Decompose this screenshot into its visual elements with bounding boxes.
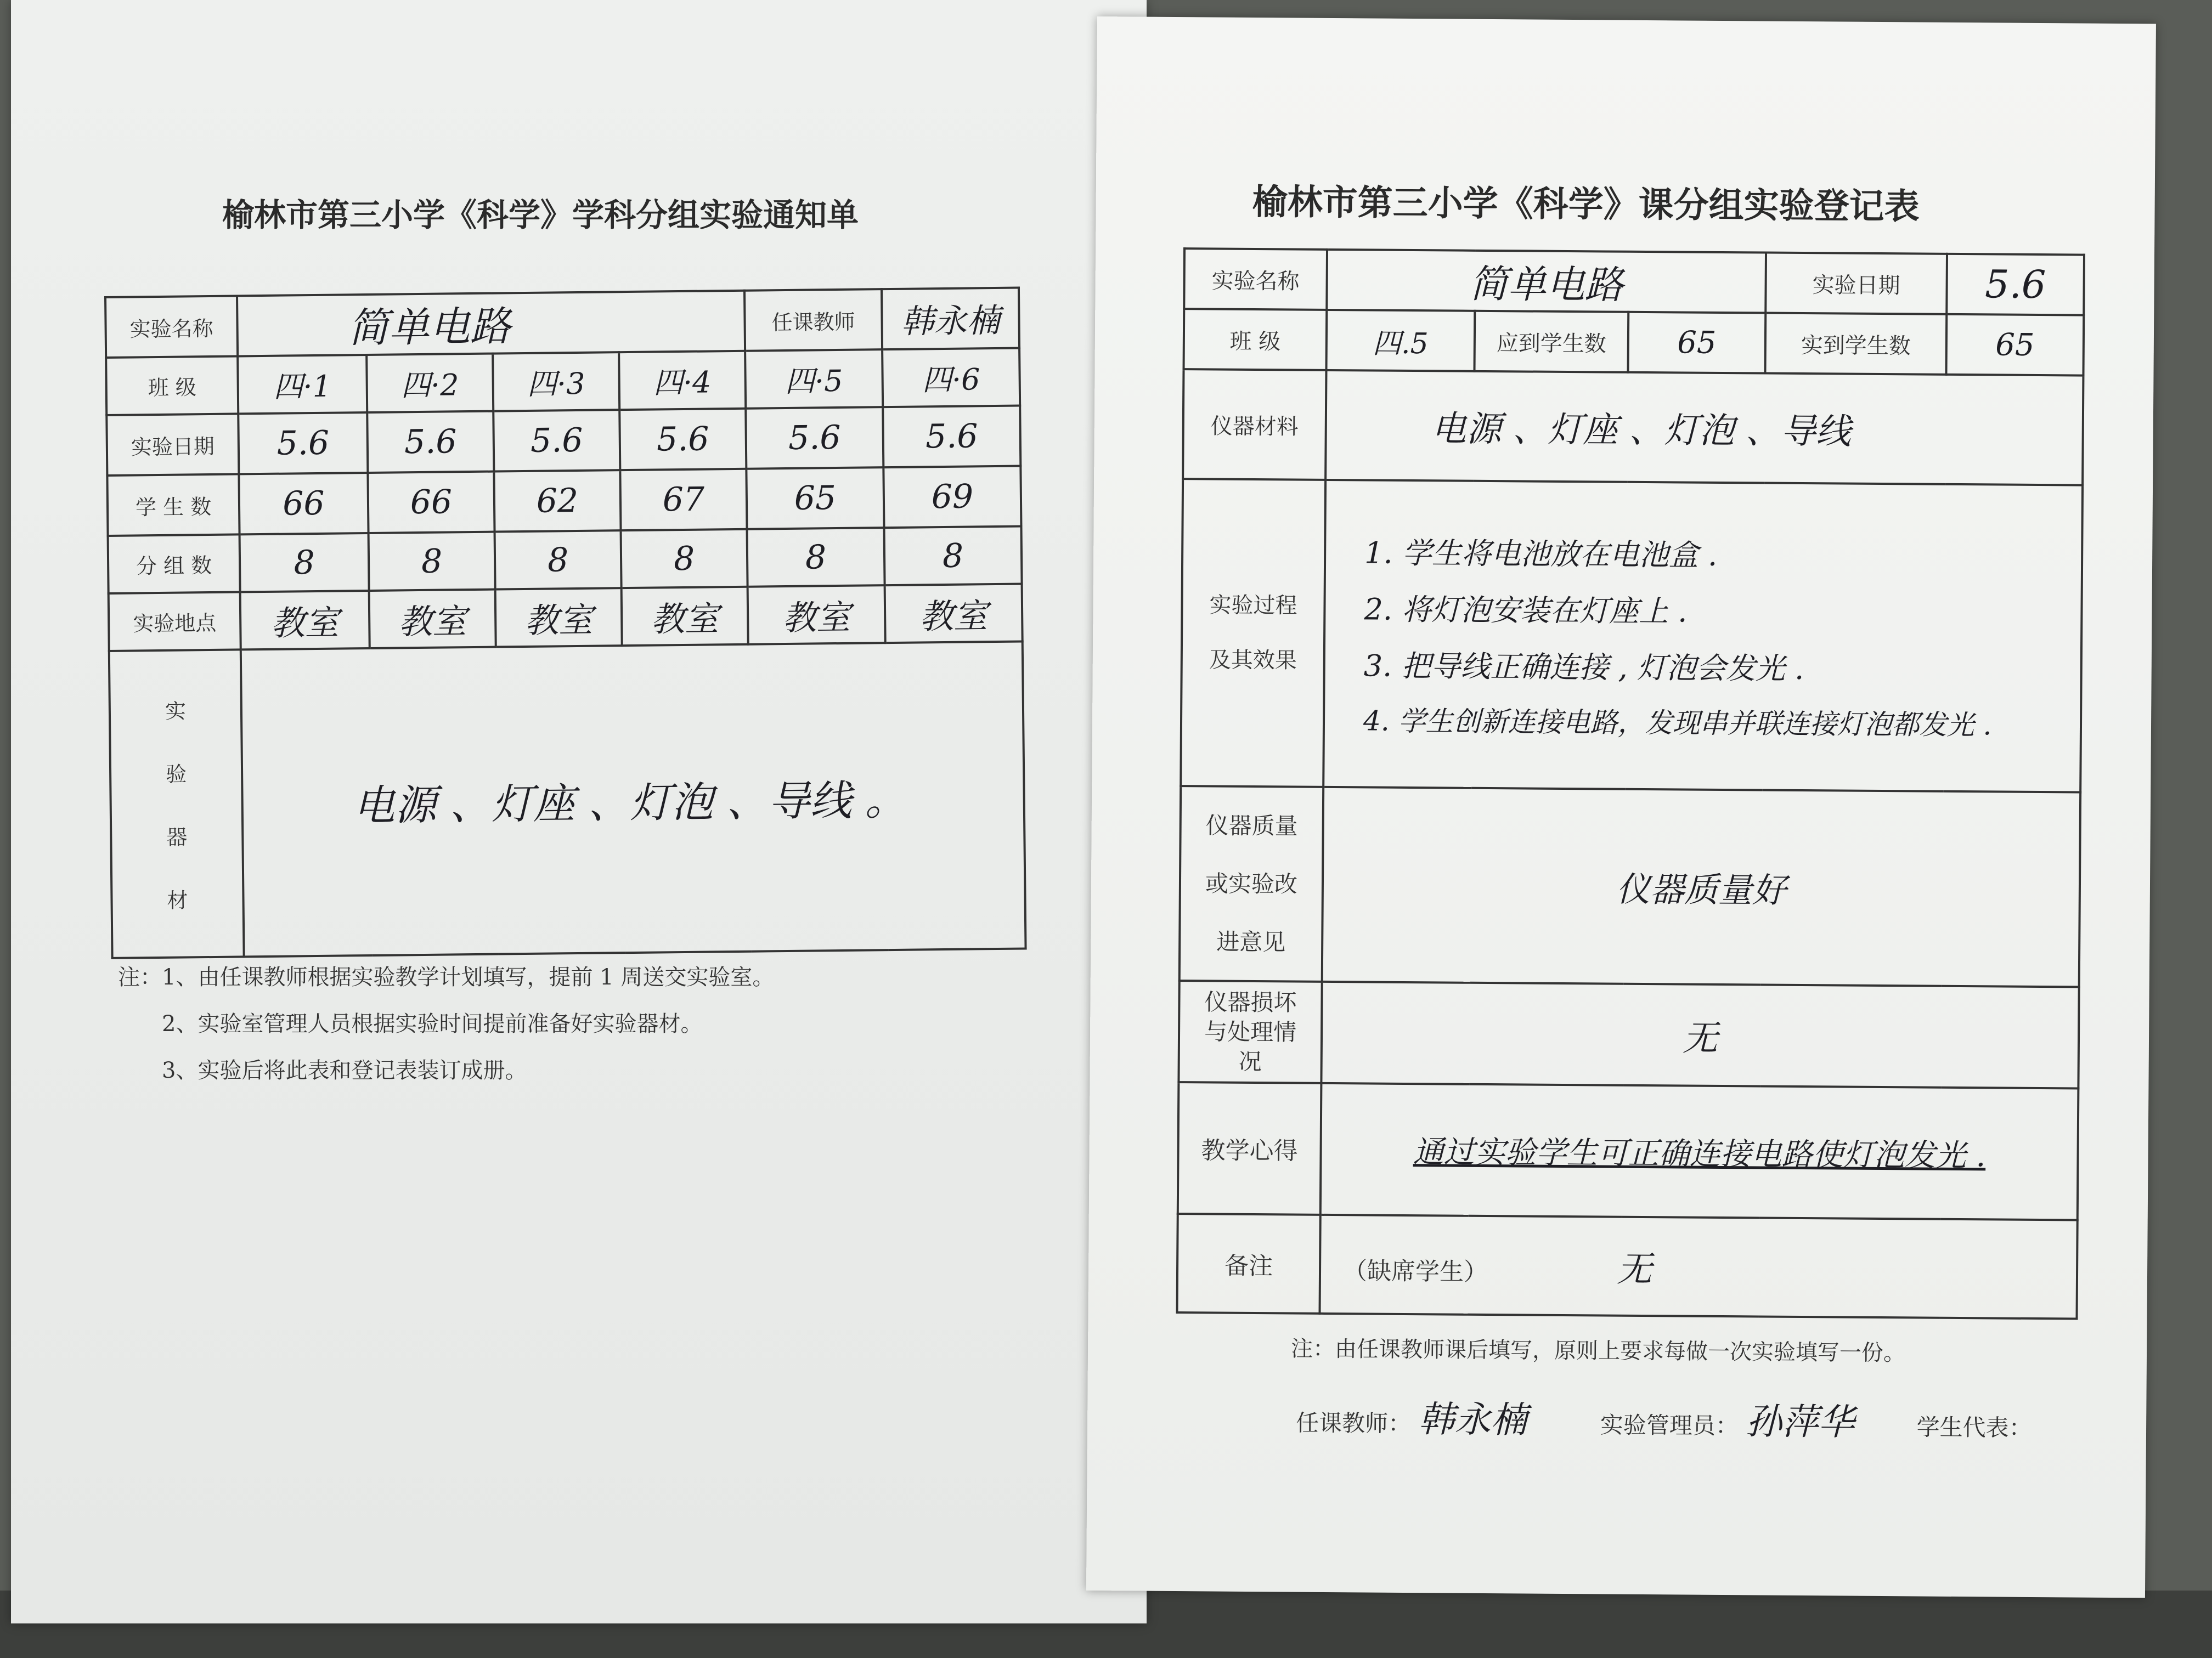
label-date: 实验日期	[106, 414, 239, 476]
process-step: 3. 把导线正确连接 , 灯泡会发光 .	[1363, 648, 1804, 686]
experiment-name-value: 简单电路	[1327, 250, 1766, 313]
process-steps	[1323, 480, 2083, 793]
label-reflection: 教学心得	[1178, 1082, 1322, 1215]
students-cell: 65	[746, 467, 884, 529]
class-value: 四.5	[1327, 310, 1475, 371]
signature-line	[1296, 1389, 2032, 1446]
actual-students-value: 65	[1946, 314, 2084, 376]
label-experiment-date: 实验日期	[1765, 253, 1947, 314]
students-cell: 69	[883, 466, 1021, 528]
record-form-note: 注：由任课教师课后填写，原则上要求每做一次实验填写一份。	[1290, 1336, 1906, 1366]
label-materials: 仪器材料	[1183, 369, 1326, 480]
groups-cell: 8	[369, 532, 495, 591]
process-step: 2. 将灯泡安装在灯座上 .	[1364, 591, 1688, 629]
label-quality: 仪器质量 或实验改 进意见	[1180, 786, 1323, 982]
class-cell: 四·1	[238, 355, 367, 414]
label-damage: 仪器损坏 与处理情 况	[1178, 981, 1322, 1083]
label-experiment-name: 实验名称	[1184, 248, 1327, 310]
absent-students-label: （缺席学生）	[1342, 1257, 1488, 1287]
teacher-signature: 韩永楠	[882, 288, 1019, 350]
note-line-1: 注：1、由任课教师根据实验教学计划填写，提前 1 周送交实验室。	[118, 965, 775, 990]
label-process: 实验过程 及其效果	[1181, 479, 1325, 787]
remarks-cell	[1320, 1215, 2078, 1319]
date-cell: 5.6	[746, 407, 883, 469]
groups-cell: 8	[495, 530, 622, 589]
absent-students-value: 无	[1616, 1249, 1652, 1291]
class-cell: 四·2	[366, 354, 493, 412]
record-form-title: 榆林市第三小学《科学》课分组实验登记表	[1252, 182, 1920, 228]
experiment-date-value: 5.6	[1946, 254, 2084, 315]
location-cell: 教室	[622, 587, 748, 646]
label-expected-students: 应到学生数	[1475, 311, 1629, 372]
class-cell: 四·6	[882, 348, 1020, 408]
label-location: 实验地点	[109, 592, 241, 651]
students-cell: 62	[494, 470, 620, 531]
notice-form-title: 榆林市第三小学《科学》学科分组实验通知单	[222, 196, 859, 234]
location-cell: 教室	[369, 590, 496, 648]
date-cell: 5.6	[238, 412, 368, 474]
location-cell: 教室	[240, 591, 370, 649]
class-cell: 四·3	[493, 352, 619, 411]
groups-cell: 8	[621, 529, 748, 588]
date-cell: 5.6	[493, 410, 620, 471]
record-form-table	[1176, 247, 2085, 1320]
groups-cell: 8	[747, 528, 885, 587]
note-line-2: 2、实验室管理人员根据实验时间提前准备好实验器材。	[162, 1011, 703, 1037]
class-cell: 四·4	[619, 351, 746, 410]
notice-form-table	[104, 287, 1027, 959]
location-cell: 教室	[748, 585, 885, 644]
note-line-3: 3、实验后将此表和登记表装订成册。	[162, 1058, 527, 1083]
groups-cell: 8	[240, 533, 369, 592]
label-class: 班 级	[106, 356, 238, 415]
teacher-signature: 韩永楠	[1418, 1398, 1527, 1441]
damage-value: 无	[1321, 982, 2079, 1089]
students-cell: 66	[239, 473, 368, 534]
label-actual-students: 实到学生数	[1765, 313, 1947, 375]
record-form-sheet	[1086, 16, 2156, 1598]
admin-signature: 孙萍华	[1745, 1400, 1855, 1444]
label-teacher: 任课教师	[744, 289, 882, 351]
label-remarks: 备注	[1177, 1214, 1321, 1314]
date-cell: 5.6	[619, 409, 746, 470]
students-cell: 67	[620, 469, 747, 530]
quality-value: 仪器质量好	[1322, 787, 2080, 987]
label-class: 班 级	[1184, 309, 1327, 370]
reflection-value: 通过实验学生可正确连接电路使灯泡发光 .	[1321, 1083, 2079, 1220]
notice-form-sheet	[11, 0, 1147, 1623]
location-cell: 教室	[495, 588, 622, 647]
teacher-signature-label: 任课教师：	[1295, 1409, 1412, 1438]
label-equipment: 实 验 器 材	[109, 649, 244, 958]
admin-signature-label: 实验管理员：	[1600, 1411, 1739, 1440]
class-cell: 四·5	[745, 349, 883, 409]
equipment-value: 电源 、灯座 、灯泡 、导线 。	[241, 642, 1026, 957]
materials-value: 电源 、灯座 、灯泡 、导线	[1325, 370, 2083, 485]
process-step: 1. 学生将电池放在电池盒 .	[1364, 535, 1718, 573]
label-experiment-name: 实验名称	[105, 296, 238, 358]
student-rep-label: 学生代表：	[1916, 1413, 2032, 1441]
students-cell: 66	[368, 472, 494, 533]
experiment-name-value: 简单电路	[237, 291, 745, 357]
label-students: 学 生 数	[107, 474, 239, 536]
process-step: 4. 学生创新连接电路，发现串并联连接灯泡都发光 .	[1363, 704, 1992, 741]
date-cell: 5.6	[883, 406, 1020, 468]
label-groups: 分 组 数	[108, 534, 240, 593]
expected-students-value: 65	[1628, 312, 1765, 374]
date-cell: 5.6	[367, 411, 494, 473]
groups-cell: 8	[884, 527, 1022, 586]
location-cell: 教室	[885, 584, 1023, 643]
